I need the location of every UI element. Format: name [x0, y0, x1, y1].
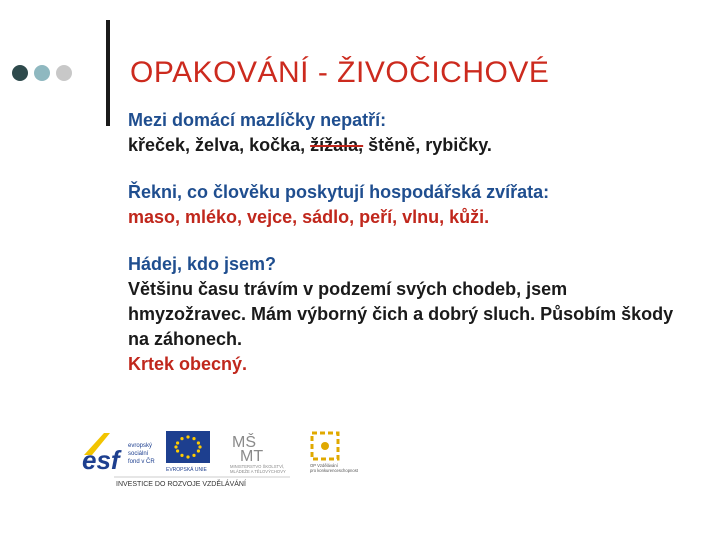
svg-text:esf: esf: [82, 445, 120, 475]
bullet-dots: [12, 65, 72, 81]
op-caption-1: OP Vzdělávání: [310, 463, 338, 468]
svg-text:MT: MT: [240, 448, 264, 465]
eu-caption: EVROPSKÁ UNIE: [166, 467, 207, 473]
answer-1-struck: žížala,: [310, 135, 364, 155]
slide-title: OPAKOVÁNÍ - ŽIVOČICHOVÉ: [130, 56, 550, 89]
sponsor-logos-svg: [80, 425, 360, 490]
dot-teal: [34, 65, 50, 81]
eu-flag-logo: [166, 431, 210, 473]
question-1: Mezi domácí mazlíčky nepatří:: [128, 110, 387, 130]
esf-logo: [82, 429, 155, 475]
msmt-caption-2: MLÁDEŽE A TĚLOVÝCHOVY: [230, 469, 286, 474]
dot-gray: [56, 65, 72, 81]
esf-caption-1: evropský: [128, 443, 153, 449]
esf-caption-3: fond v ČR: [128, 459, 155, 465]
question-2: Řekni, co člověku poskytují hospodářská zvířata:: [128, 182, 550, 202]
esf-caption-2: sociální: [128, 451, 149, 457]
msmt-caption-1: MINISTERSTVO ŠKOLSTVÍ,: [230, 464, 285, 469]
title-divider: [106, 20, 110, 126]
investice-caption: INVESTICE DO ROZVOJE VZDĚLÁVÁNÍ: [116, 481, 246, 488]
riddle-text: Většinu času trávím v podzemí svých chodeb, jsem hmyzožravec. Mám výborný čich a dobrý sluch. Působím škody na záhonech.: [128, 279, 674, 349]
answer-1: [128, 133, 688, 158]
sponsor-logos: [80, 425, 360, 490]
slide-content: [128, 108, 688, 399]
question-block-2: [128, 180, 688, 230]
msmt-logo: [230, 432, 286, 474]
question-block-1: [128, 108, 688, 158]
answer-1-before: křeček, želva, kočka,: [128, 135, 311, 155]
op-caption-2: pro konkurenceschopnost: [310, 468, 358, 473]
answer-3: Krtek obecný.: [128, 354, 248, 374]
answer-1-after: štěně, rybičky.: [363, 135, 492, 155]
question-3: Hádej, kdo jsem?: [128, 254, 277, 274]
svg-text:MŠ: MŠ: [232, 434, 256, 451]
dot-dark: [12, 65, 28, 81]
question-block-3: [128, 252, 688, 377]
answer-2: maso, mléko, vejce, sádlo, peří, vlnu, kůži.: [128, 207, 490, 227]
op-vk-logo: [310, 433, 359, 473]
